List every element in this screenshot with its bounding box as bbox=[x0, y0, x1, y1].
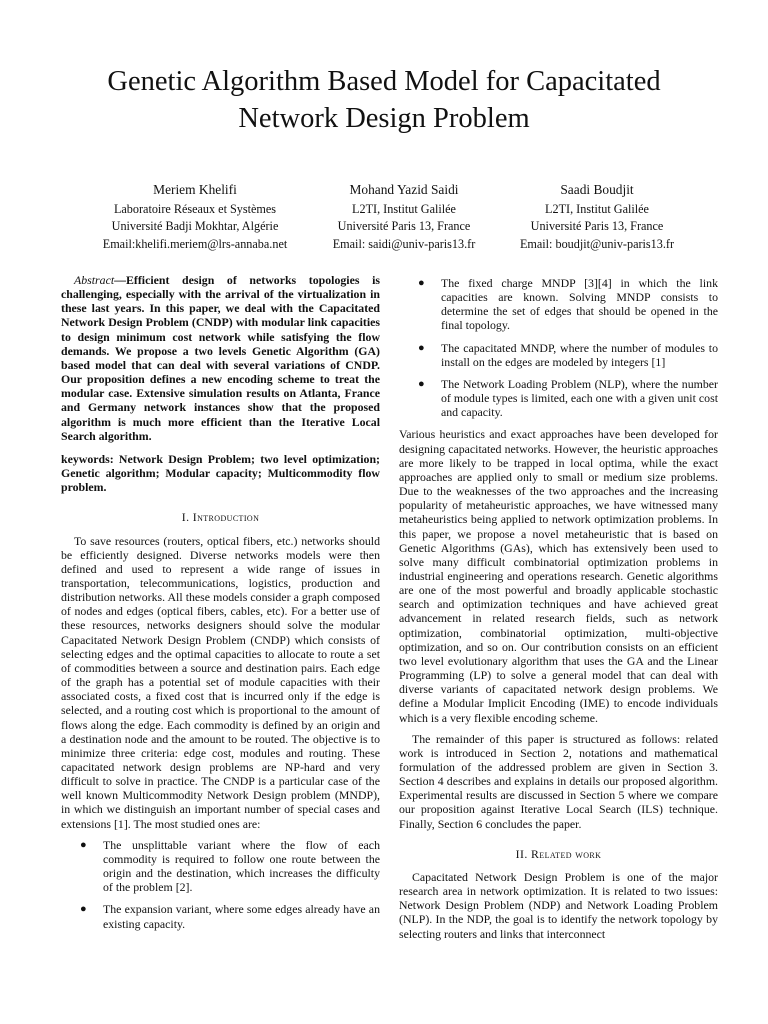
paragraph: Capacitated Network Design Problem is one of the major research area in network optimization. It is related to two issues: Network Design Problem (NDP) and Network Loading Problem (NLP). In the NDP, the goal is to identify the network topology by selecting routers and links that interconnect bbox=[399, 869, 718, 941]
left-column bbox=[61, 273, 380, 939]
list-item: ● The unsplittable variant where the flow of each commodity is required to follow one route between the origin and the destination, which increases the difficulty of the problem [2]. bbox=[80, 837, 380, 895]
list-item: ● The fixed charge MNDP [3][4] in which the link capacities are known. Solving MNDP consists to determine the set of edges that should be opened in the final topology. bbox=[418, 276, 718, 333]
bullet-icon: ● bbox=[80, 903, 87, 916]
paragraph: The remainder of this paper is structured as follows: related work is introduced in Section 2, notations and mathematical formulation of the addressed problem are given in Section 3. Section 4 describes and explains in details our proposed algorithm. Experimental results are discussed in Section 5 where we compare our proposition against Iterative Local Search (ILS) technique. Finally, Section 6 concludes the paper. bbox=[399, 731, 718, 831]
bullet-icon: ● bbox=[418, 377, 425, 390]
author-name: Saadi Boudjit bbox=[560, 182, 634, 197]
author-email: Email: boudjit@univ-paris13.fr bbox=[519, 236, 675, 251]
author-affiliation: Université Paris 13, France bbox=[337, 219, 471, 234]
author-name: Meriem Khelifi bbox=[153, 182, 237, 197]
section-heading-related-work: II. Related work bbox=[515, 846, 602, 861]
paragraph: To save resources (routers, optical fibers, etc.) networks should be efficiently designed. Diverse networks models were then defined and used to represent a wide range of issues in transportation, telecommunications, logistics, production and distribution networks. All these models consider a graph composed of nodes and edges (optical fibers, cables, etc). For a better use of these resources, networks designers should solve the modular Capacitated Network Design Problem (CNDP) which consists of selecting edges and the optimal capacities to allocate to route a set of commodities between a source and destination pairs. Each edge of the graph has a potential set of module capacities with their associated costs, a fixed cost that is incurred only if the edge is selected, and a routing cost which is proportional to the amount of flows along the edge. Each commodity is defined by an origin and a destination node and the amount to be routed. The objective is to minimize three criteria: edge cost, modules and routing. These capacitated network design problems are NP-hard and very difficult to solve in practice. The CNDP is a particular case of the well known Multicommodity Network Design problem (MNDP), in which we distinguish an important number of special cases and extensions [1]. The most studied ones are: bbox=[61, 533, 380, 831]
abstract-label: Abstract bbox=[74, 273, 115, 287]
title-line-1: Genetic Algorithm Based Model for Capacitated bbox=[107, 66, 661, 97]
list-item: ● The Network Loading Problem (NLP), where the number of module types is limited, each one with a given unit cost and capacity. bbox=[418, 376, 718, 420]
author-affiliation: Université Badji Mokhtar, Algérie bbox=[111, 219, 279, 234]
list-item: ● The expansion variant, where some edges already have an existing capacity. bbox=[80, 902, 380, 931]
keywords: keywords: Network Design Problem; two level optimization; Genetic algorithm; Modular capacity; Multicommodity flow problem. bbox=[61, 451, 380, 495]
author-email: Email:khelifi.meriem@lrs-annaba.net bbox=[102, 236, 288, 251]
bullet-icon: ● bbox=[80, 838, 87, 851]
bullet-icon: ● bbox=[418, 341, 425, 354]
bullet-list bbox=[61, 838, 380, 931]
abstract-text: —Efficient design of networks topologies is challenging, especially with the arrival of the virtualization in these last years. In this paper, we deal with the Capacitated Network Design Problem (CNDP) with modular link capacities to design minimum cost network while satisfying the flow demands. We propose a two levels Genetic Algorithm (GA) based model that can deal with several variations of CNDP. Our proposition defines a new encoding scheme to treat the modular case. Extensive simulation results on Atlanta, France and Germany network instances show that the proposed algorithm is much more efficient than the Iterative Local Search algorithm. bbox=[61, 273, 380, 443]
author-affiliation: Laboratoire Réseaux et Systèmes bbox=[113, 202, 277, 216]
author-email: Email: saidi@univ-paris13.fr bbox=[332, 236, 476, 251]
author-block-3 bbox=[477, 181, 717, 253]
author-affiliation: Université Paris 13, France bbox=[530, 219, 664, 234]
paper-title bbox=[40, 63, 728, 137]
author-affiliation: L2TI, Institut Galilée bbox=[545, 202, 649, 216]
bullet-list bbox=[399, 276, 718, 419]
bullet-icon: ● bbox=[418, 277, 425, 289]
paragraph: Various heuristics and exact approaches have been developed for designing capacitated networks. However, the heuristic approaches are more likely to be trapped in local optima, while the exact approaches are applied only to small or medium size problems. Due to the weaknesses of the two approaches and the increasing popularity of metaheuristic approaches, we have witnessed many metaheuristics being applied to network optimization problems. In this paper, we propose a novel metaheuristic that is based on Genetic Algorithms (GAs), which has extensively been used to solve many difficult combinatorial optimization problems in industrial engineering and operations research. Genetic algorithms are one of the most powerful and broadly applicable stochastic search and optimization techniques and have achieved great advancement in related research fields, such as network optimization, combinatorial optimization, multi-objective optimization, and so on. Our contribution consists on an efficient two level evolutionary algorithm that uses the GA and the Linear Programming (LP) to solve a general model that can deal with diverse variants of capacitated network design problems. We define a Modular Implicit Encoding (IME) to encode individuals which is a very flexible encoding scheme. bbox=[399, 427, 718, 725]
section-heading-introduction: I. Introduction bbox=[181, 510, 260, 525]
author-block-1 bbox=[75, 181, 315, 253]
list-item: ● The capacitated MNDP, where the number of modules to install on the edges are modeled by integers [1] bbox=[418, 340, 718, 369]
title-line-2: Network Design Problem bbox=[238, 103, 530, 134]
right-column bbox=[399, 276, 718, 948]
author-affiliation: L2TI, Institut Galilée bbox=[352, 202, 456, 216]
abstract bbox=[61, 273, 380, 443]
author-name: Mohand Yazid Saidi bbox=[349, 182, 459, 197]
